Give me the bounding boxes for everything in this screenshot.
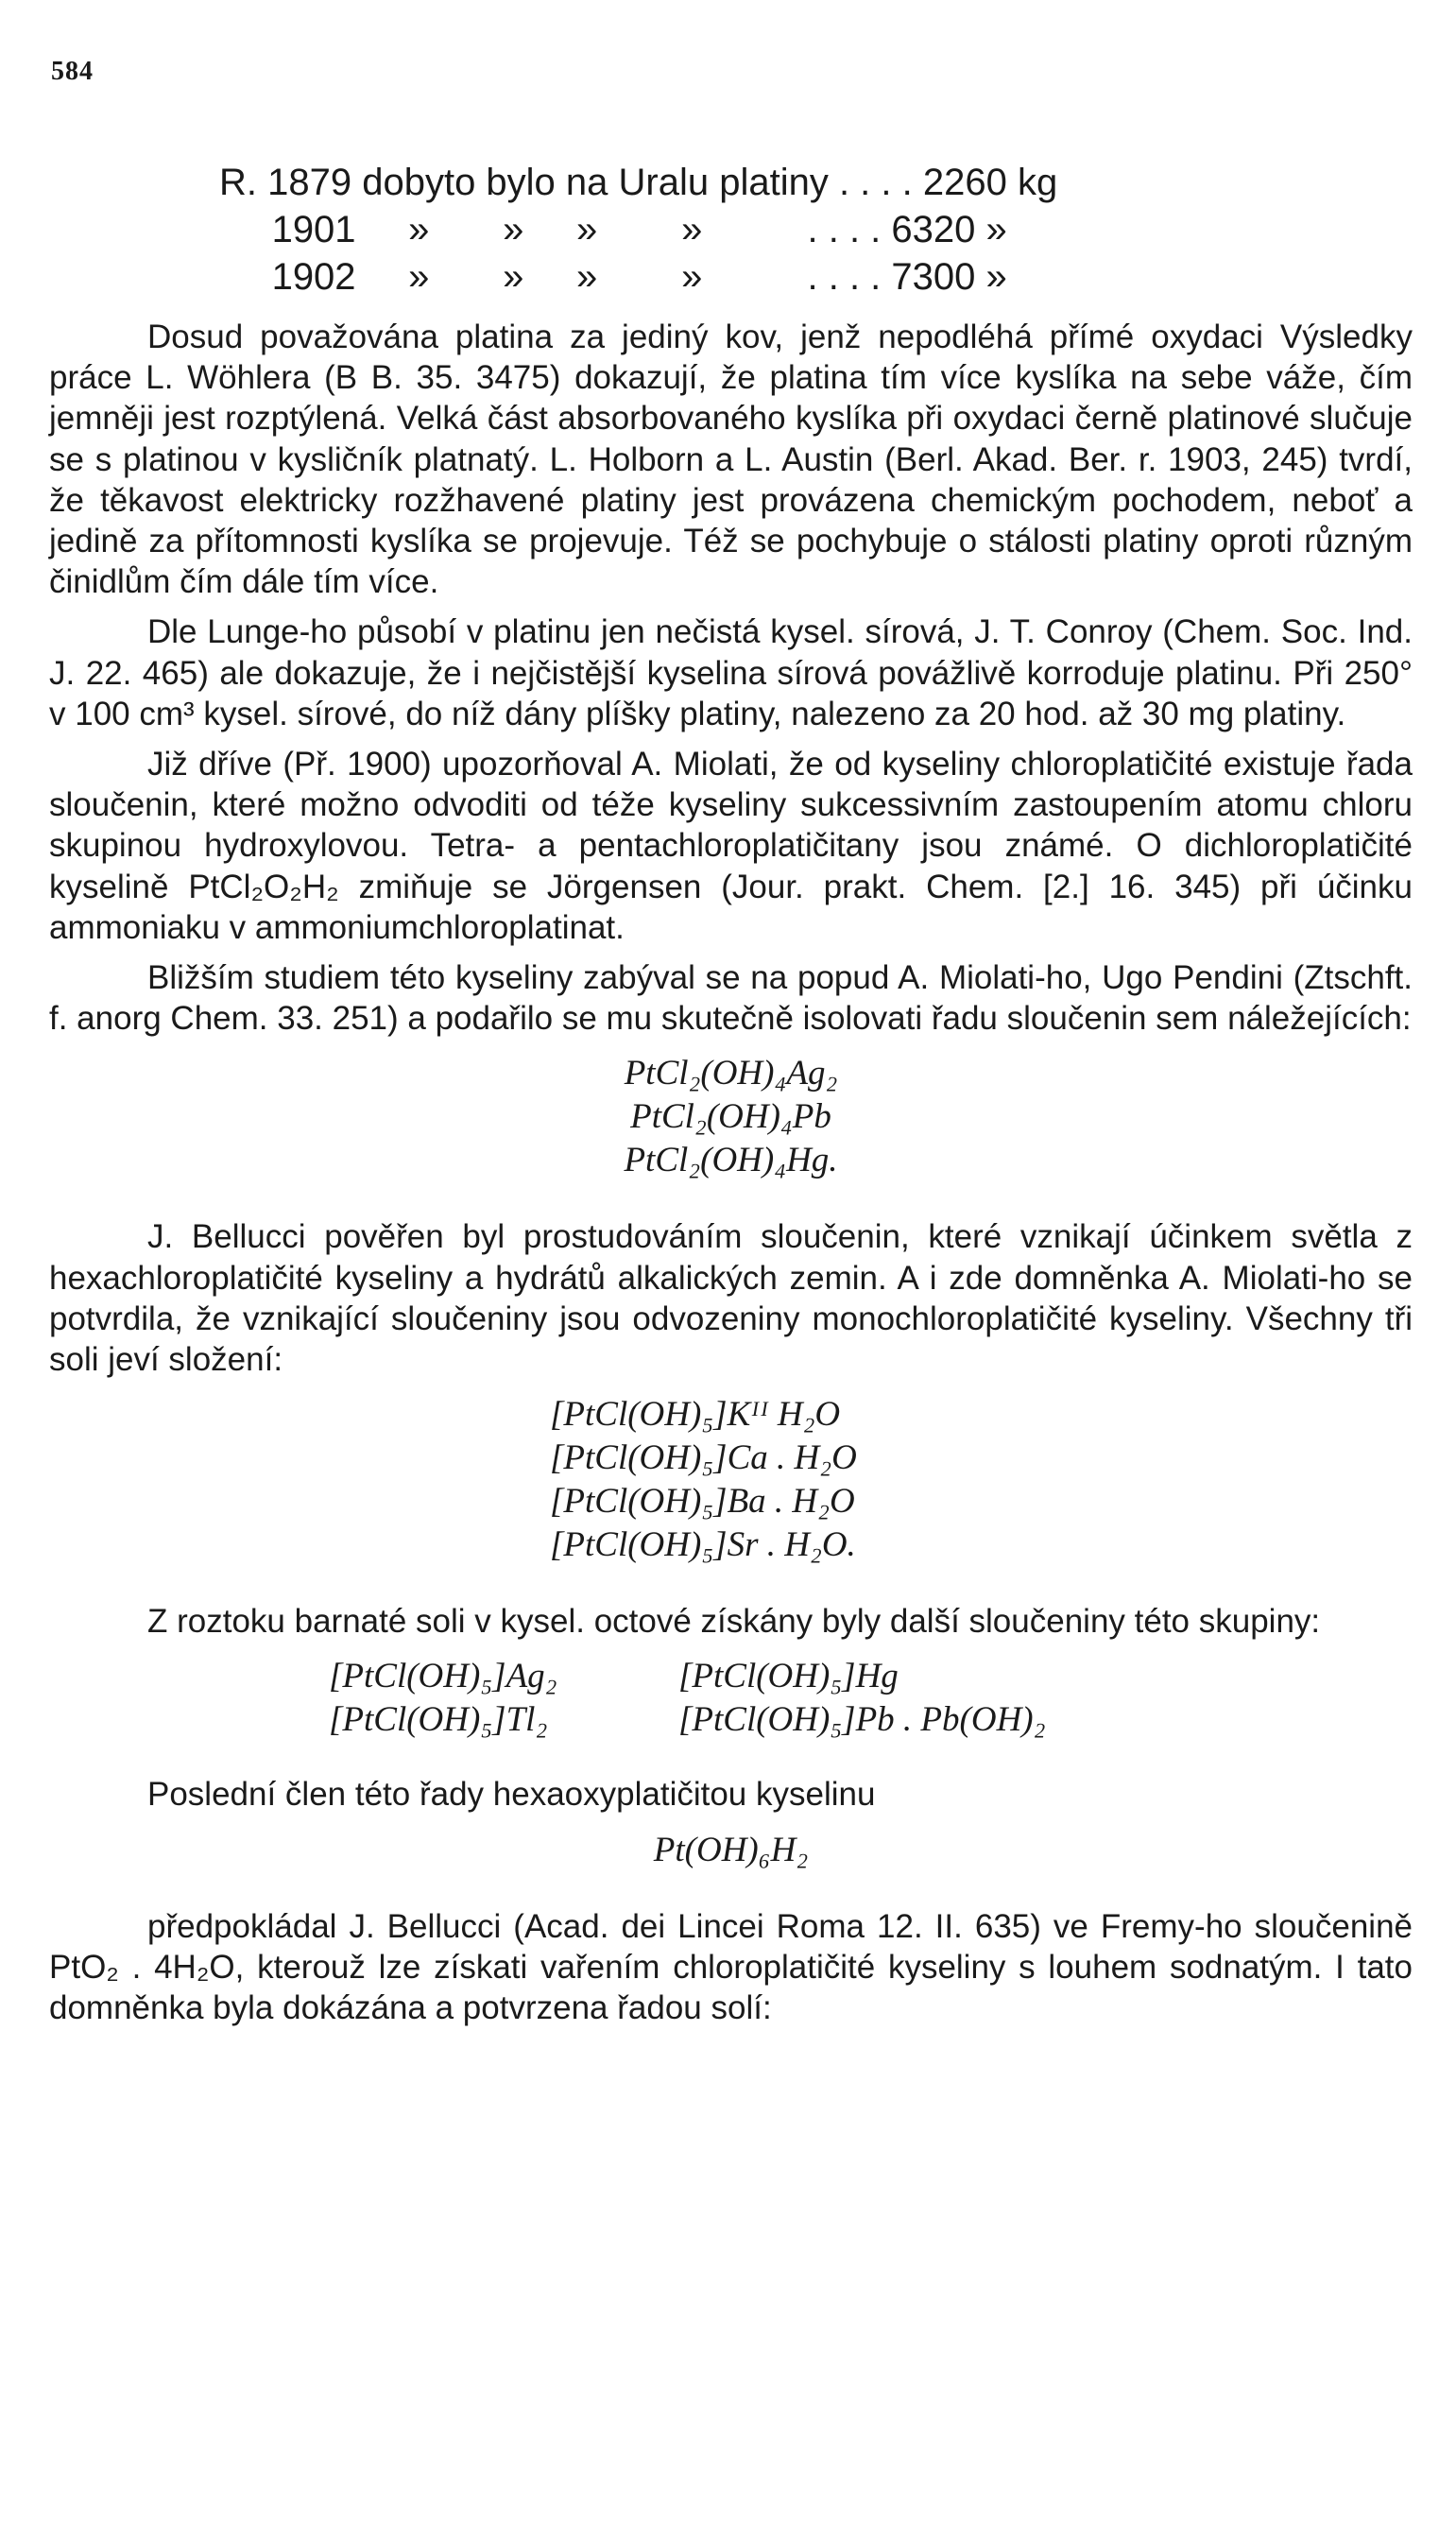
formula-ba: [PtCl(OH)₅]Ba . H₂O — [550, 1482, 855, 1522]
formula-hg: PtCl₂(OH)₄Hg. — [624, 1141, 838, 1180]
paragraph-fremy: předpokládal J. Bellucci (Acad. dei Lincei Roma 12. II. 635) ve Fremy-ho sloučenině PtO₂ . 4H₂O, kterouž lze získati vařením chloroplatičité kyseliny s louhem sodnatým. I tato domněnka byla dokázána a potvrzena řadou solí: — [49, 1907, 1413, 2027]
paragraph-barium-salt: Z roztoku barnaté soli v kysel. octové získány byly další sloučeniny této skupiny: — [147, 1603, 1321, 1641]
formula-group-further — [49, 1655, 1413, 1742]
production-row-1901: 1901 » » » » . . . . 6320 » — [219, 209, 1007, 250]
paragraph-oxidation: Dosud považována platina za jediný kov, jenž nepodléhá přímé oxydaci Výsledky práce L. Wöhlera (B B. 35. 3475) dokazují, že platina tím více kyslíka na sebe váže, čím jemněji jest rozptýlená. Velká část absorbovaného kyslíka při oxydaci černě platinové slučuje se s platinou v kysličník platnatý. L. Holborn a L. Austin (Berl. Akad. Ber. r. 1903, 245) tvrdí, že těkavost elektricky rozžhavené platiny jest provázena chemickým pochodem, neboť a jedině za přítomnosti kyslíka se projevuje. Též se pochybuje o stálosti platiny oproti různým činidlům čím dále tím více. — [49, 318, 1413, 601]
formula-column-left — [329, 1655, 650, 1742]
page-number: 584 — [51, 57, 94, 86]
platinum-production-table — [219, 159, 1057, 301]
article-body — [49, 317, 1413, 2028]
paragraph-hexaoxy: Poslední člen této řady hexaoxyplatičitou kyselinu — [147, 1776, 876, 1814]
formula-column-right — [678, 1655, 1208, 1742]
paragraph-sulfuric-acid: Dle Lunge-ho působí v platinu jen nečistá kysel. sírová, J. T. Conroy (Chem. Soc. Ind. J. 22. 465) ale dokazuje, že i nejčistější kyselina sírová povážlivě korroduje platinu. Při 250° v 100 cm³ kysel. sírové, do níž dány plíšky platiny, nalezeno za 20 hod. až 30 mg platiny. — [49, 613, 1413, 732]
formula-pb: PtCl₂(OH)₄Pb — [630, 1097, 831, 1137]
paragraph-miolati: Již dříve (Př. 1900) upozorňoval A. Miolati, že od kyseliny chloroplatičité existuje řada sloučenin, které možno odvoditi od téže kyseliny sukcessivním zastoupením atomu chloru skupinou hydroxylovou. Tetra- a pentachloroplatičitany jsou známé. O dichloroplatičité kyselině PtCl₂O₂H₂ zmiňuje se Jörgensen (Jour. prakt. Chem. [2.] 16. 345) při účinku ammoniaku v ammoniumchloroplatinat. — [49, 746, 1413, 946]
formula-sr: [PtCl(OH)₅]Sr . H₂O. — [550, 1525, 856, 1565]
formula-ag2: [PtCl(OH)₅]Ag₂ — [329, 1657, 557, 1696]
paragraph-bellucci: J. Bellucci pověřen byl prostudováním sloučenin, které vznikají účinkem světla z hexachloroplatičité kyseliny a hydrátů alkalických zemin. A i zde domněnka A. Miolati-ho se potvrdila, že vznikající sloučeniny jsou odvozeniny monochloroplatičité kyseliny. Všechny tři soli jeví složení: — [49, 1218, 1413, 1379]
formula-ca: [PtCl(OH)₅]Ca . H₂O — [550, 1438, 857, 1478]
production-row-1879: R. 1879 dobyto bylo na Uralu platiny . . . . 2260 kg — [219, 162, 1058, 203]
formula-hg-single: [PtCl(OH)₅]Hg — [678, 1657, 899, 1696]
formula-group-monochloro — [49, 1393, 1413, 1567]
formula-tl2: [PtCl(OH)₅]Tl₂ — [329, 1700, 548, 1740]
formula-hexaoxyplatinic-acid — [49, 1829, 1413, 1872]
paragraph-pendini: Bližším studiem této kyseliny zabýval se na popud A. Miolati-ho, Ugo Pendini (Ztschft. f. anorg Chem. 33. 251) a podařilo se mu skutečně isolovati řadu sloučenin sem náležejících: — [49, 959, 1413, 1038]
formula-ag: PtCl₂(OH)₄Ag₂ — [624, 1054, 838, 1093]
formula-pt-oh6: Pt(OH)₆H₂ — [653, 1830, 809, 1869]
production-row-1902: 1902 » » » » . . . . 7300 » — [219, 256, 1007, 298]
formula-pb-pboh: [PtCl(OH)₅]Pb . Pb(OH)₂ — [678, 1700, 1046, 1740]
formula-group-dichloro — [49, 1052, 1413, 1182]
formula-k: [PtCl(OH)₅]Kᴵᴵ H₂O — [550, 1395, 841, 1435]
